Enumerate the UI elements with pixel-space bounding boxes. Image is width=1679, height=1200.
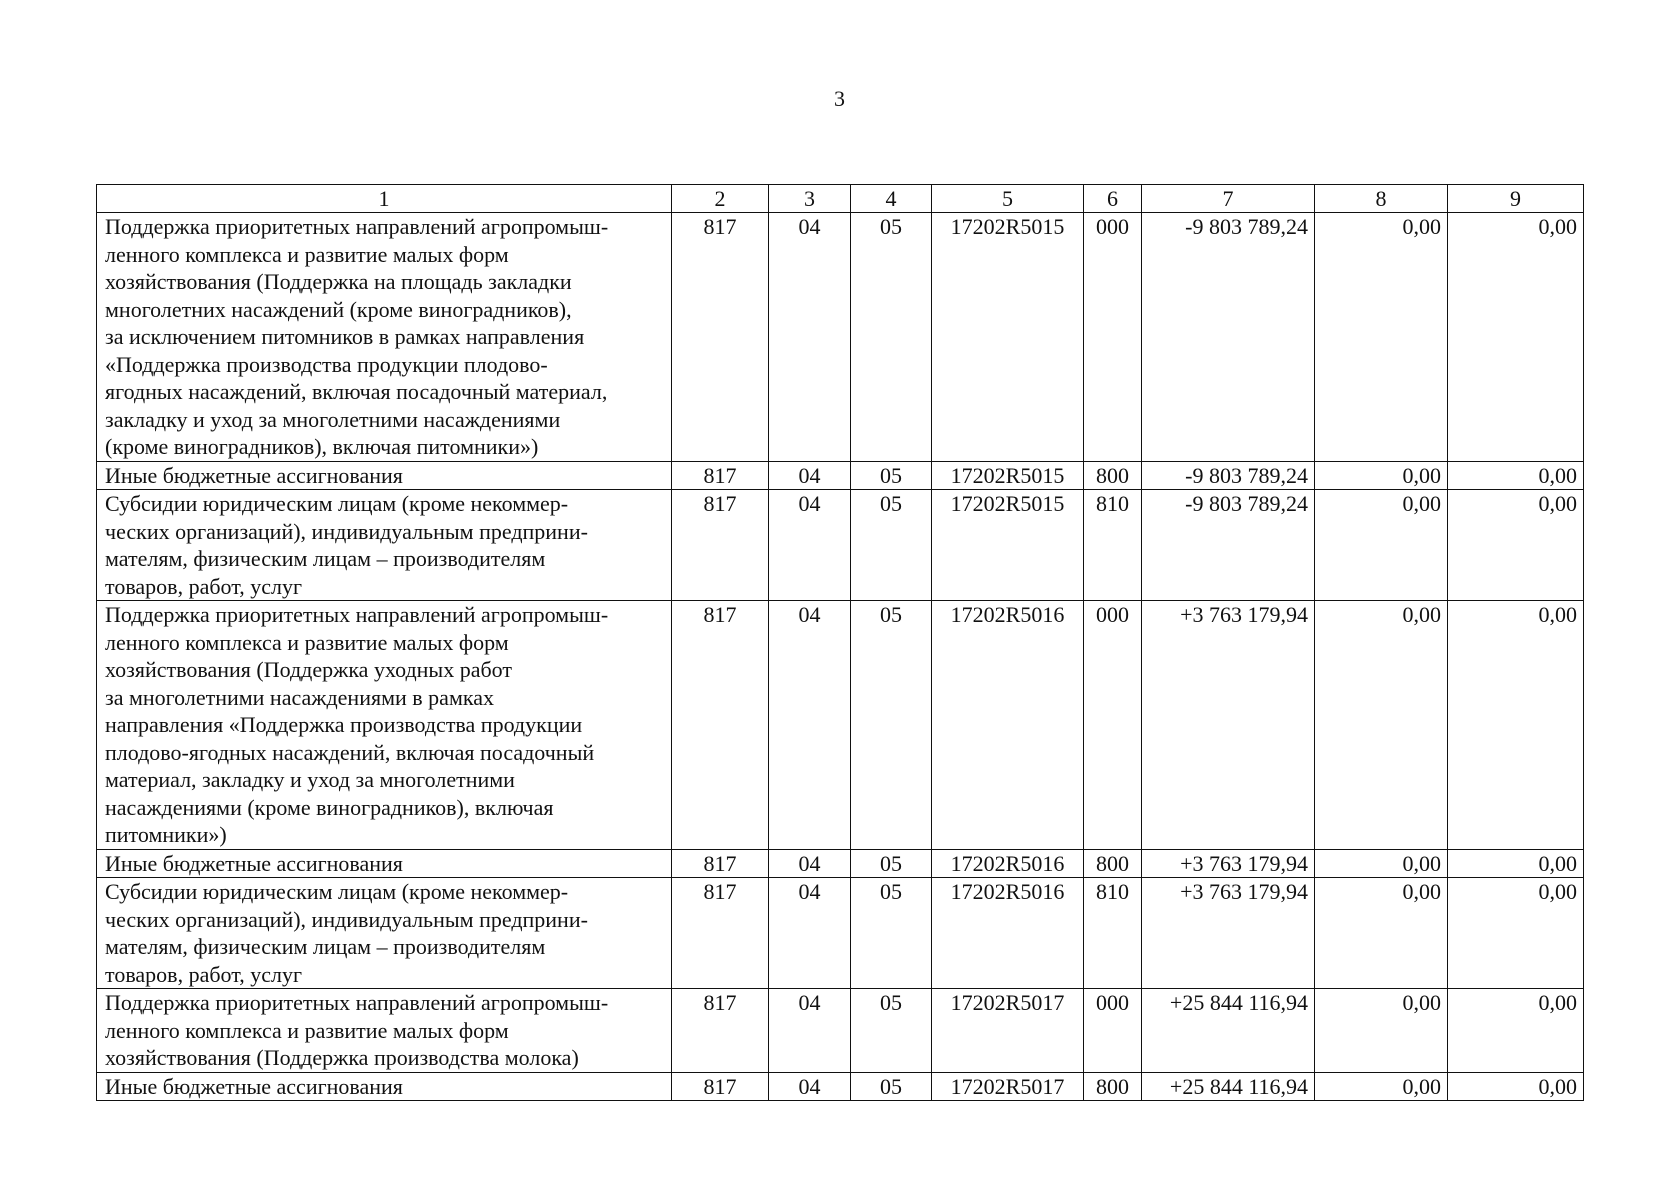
section-cell: 04 — [769, 490, 851, 601]
description-line: Иные бюджетные ассигнования — [105, 462, 403, 488]
description-cell — [97, 213, 672, 462]
subsection-cell: 05 — [851, 1072, 932, 1101]
budget-table — [96, 184, 1584, 1101]
expense-type-cell: 800 — [1084, 461, 1142, 490]
column-header: 7 — [1142, 185, 1315, 213]
table-row — [97, 849, 1584, 878]
table-row — [97, 601, 1584, 850]
description-line: направления «Поддержка производства продукции — [105, 712, 583, 737]
amount-cell: 0,00 — [1315, 213, 1448, 462]
description-line: Субсидии юридическим лицам (кроме некоммер- — [105, 491, 569, 516]
amount-cell: 0,00 — [1315, 490, 1448, 601]
subsection-cell: 05 — [851, 849, 932, 878]
description-line: Поддержка приоритетных направлений агропромыш- — [105, 214, 609, 239]
column-header: 5 — [932, 185, 1084, 213]
expense-type-cell: 810 — [1084, 490, 1142, 601]
description-line: закладку и уход за многолетними насаждениями — [105, 406, 561, 432]
admin-code-cell: 817 — [672, 490, 769, 601]
expense-type-cell: 000 — [1084, 601, 1142, 850]
description-cell — [97, 989, 672, 1073]
description-line: хозяйствования (Поддержка на площадь закладки — [105, 269, 572, 294]
amount-cell: 0,00 — [1315, 601, 1448, 850]
description-line: многолетних насаждений (кроме виноградников), — [105, 296, 572, 322]
description-cell — [97, 878, 672, 989]
section-cell: 04 — [769, 878, 851, 989]
admin-code-cell: 817 — [672, 878, 769, 989]
amount-cell: 0,00 — [1448, 849, 1584, 878]
column-header: 1 — [97, 185, 672, 213]
subsection-cell: 05 — [851, 461, 932, 490]
amount-cell: 0,00 — [1448, 1072, 1584, 1101]
description-line: мателям, физическим лицам – производителям — [105, 934, 546, 959]
amount-cell: 0,00 — [1315, 878, 1448, 989]
description-line: плодово-ягодных насаждений, включая посадочный — [105, 739, 595, 765]
amount-cell: +25 844 116,94 — [1142, 989, 1315, 1073]
amount-cell: 0,00 — [1315, 849, 1448, 878]
description-line: за многолетними насаждениями в рамках — [105, 684, 494, 710]
expense-type-cell: 810 — [1084, 878, 1142, 989]
amount-cell: +3 763 179,94 — [1142, 601, 1315, 850]
column-header: 6 — [1084, 185, 1142, 213]
amount-cell: 0,00 — [1315, 989, 1448, 1073]
amount-cell: 0,00 — [1448, 989, 1584, 1073]
amount-cell: 0,00 — [1448, 878, 1584, 989]
table-row — [97, 1072, 1584, 1101]
description-line: ленного комплекса и развитие малых форм — [105, 629, 509, 655]
description-line: хозяйствования (Поддержка производства молока) — [105, 1045, 579, 1070]
target-article-cell: 17202R5015 — [932, 461, 1084, 490]
description-line: «Поддержка производства продукции плодово- — [105, 351, 548, 377]
table-row — [97, 461, 1584, 490]
description-line: хозяйствования (Поддержка уходных работ — [105, 657, 512, 682]
description-line: ческих организаций), индивидуальным предприни- — [105, 906, 588, 932]
column-header: 2 — [672, 185, 769, 213]
subsection-cell: 05 — [851, 989, 932, 1073]
description-cell — [97, 849, 672, 878]
section-cell: 04 — [769, 849, 851, 878]
target-article-cell: 17202R5015 — [932, 490, 1084, 601]
description-line: насаждениями (кроме виноградников), включая — [105, 794, 554, 820]
column-header: 4 — [851, 185, 932, 213]
expense-type-cell: 800 — [1084, 1072, 1142, 1101]
target-article-cell: 17202R5016 — [932, 849, 1084, 878]
table-row — [97, 989, 1584, 1073]
target-article-cell: 17202R5015 — [932, 213, 1084, 462]
description-line: за исключением питомников в рамках направления — [105, 324, 585, 349]
table-row — [97, 878, 1584, 989]
table-row — [97, 490, 1584, 601]
table-header-row — [97, 185, 1584, 213]
description-line: (кроме виноградников), включая питомники») — [105, 434, 539, 459]
admin-code-cell: 817 — [672, 601, 769, 850]
amount-cell: 0,00 — [1448, 213, 1584, 462]
amount-cell: -9 803 789,24 — [1142, 490, 1315, 601]
amount-cell: +25 844 116,94 — [1142, 1072, 1315, 1101]
amount-cell: 0,00 — [1315, 1072, 1448, 1101]
column-header: 8 — [1315, 185, 1448, 213]
target-article-cell: 17202R5017 — [932, 989, 1084, 1073]
target-article-cell: 17202R5016 — [932, 878, 1084, 989]
admin-code-cell: 817 — [672, 461, 769, 490]
section-cell: 04 — [769, 461, 851, 490]
amount-cell: 0,00 — [1448, 490, 1584, 601]
description-line: ленного комплекса и развитие малых форм — [105, 241, 509, 267]
description-line: Иные бюджетные ассигнования — [105, 1073, 403, 1099]
subsection-cell: 05 — [851, 601, 932, 850]
description-line: мателям, физическим лицам – производителям — [105, 546, 546, 571]
description-line: Иные бюджетные ассигнования — [105, 850, 403, 876]
amount-cell: -9 803 789,24 — [1142, 461, 1315, 490]
admin-code-cell: 817 — [672, 1072, 769, 1101]
description-line: товаров, работ, услуг — [105, 573, 302, 599]
amount-cell: -9 803 789,24 — [1142, 213, 1315, 462]
section-cell: 04 — [769, 1072, 851, 1101]
description-line: ягодных насаждений, включая посадочный материал, — [105, 379, 608, 404]
description-line: Субсидии юридическим лицам (кроме некоммер- — [105, 879, 569, 904]
target-article-cell: 17202R5016 — [932, 601, 1084, 850]
section-cell: 04 — [769, 601, 851, 850]
section-cell: 04 — [769, 989, 851, 1073]
description-line: материал, закладку и уход за многолетними — [105, 767, 515, 792]
description-line: питомники») — [105, 822, 227, 847]
expense-type-cell: 000 — [1084, 213, 1142, 462]
description-cell — [97, 490, 672, 601]
column-header: 9 — [1448, 185, 1584, 213]
admin-code-cell: 817 — [672, 849, 769, 878]
section-cell: 04 — [769, 213, 851, 462]
description-line: ческих организаций), индивидуальным предприни- — [105, 518, 588, 544]
description-cell — [97, 1072, 672, 1101]
description-cell — [97, 461, 672, 490]
target-article-cell: 17202R5017 — [932, 1072, 1084, 1101]
subsection-cell: 05 — [851, 213, 932, 462]
amount-cell: +3 763 179,94 — [1142, 849, 1315, 878]
description-line: товаров, работ, услуг — [105, 961, 302, 987]
admin-code-cell: 817 — [672, 213, 769, 462]
expense-type-cell: 800 — [1084, 849, 1142, 878]
description-cell — [97, 601, 672, 850]
description-line: ленного комплекса и развитие малых форм — [105, 1017, 509, 1043]
amount-cell: 0,00 — [1448, 461, 1584, 490]
table-row — [97, 213, 1584, 462]
admin-code-cell: 817 — [672, 989, 769, 1073]
page-number: 3 — [834, 86, 845, 111]
amount-cell: 0,00 — [1315, 461, 1448, 490]
subsection-cell: 05 — [851, 490, 932, 601]
amount-cell: 0,00 — [1448, 601, 1584, 850]
column-header: 3 — [769, 185, 851, 213]
description-line: Поддержка приоритетных направлений агропромыш- — [105, 990, 609, 1015]
expense-type-cell: 000 — [1084, 989, 1142, 1073]
subsection-cell: 05 — [851, 878, 932, 989]
amount-cell: +3 763 179,94 — [1142, 878, 1315, 989]
description-line: Поддержка приоритетных направлений агропромыш- — [105, 602, 609, 627]
